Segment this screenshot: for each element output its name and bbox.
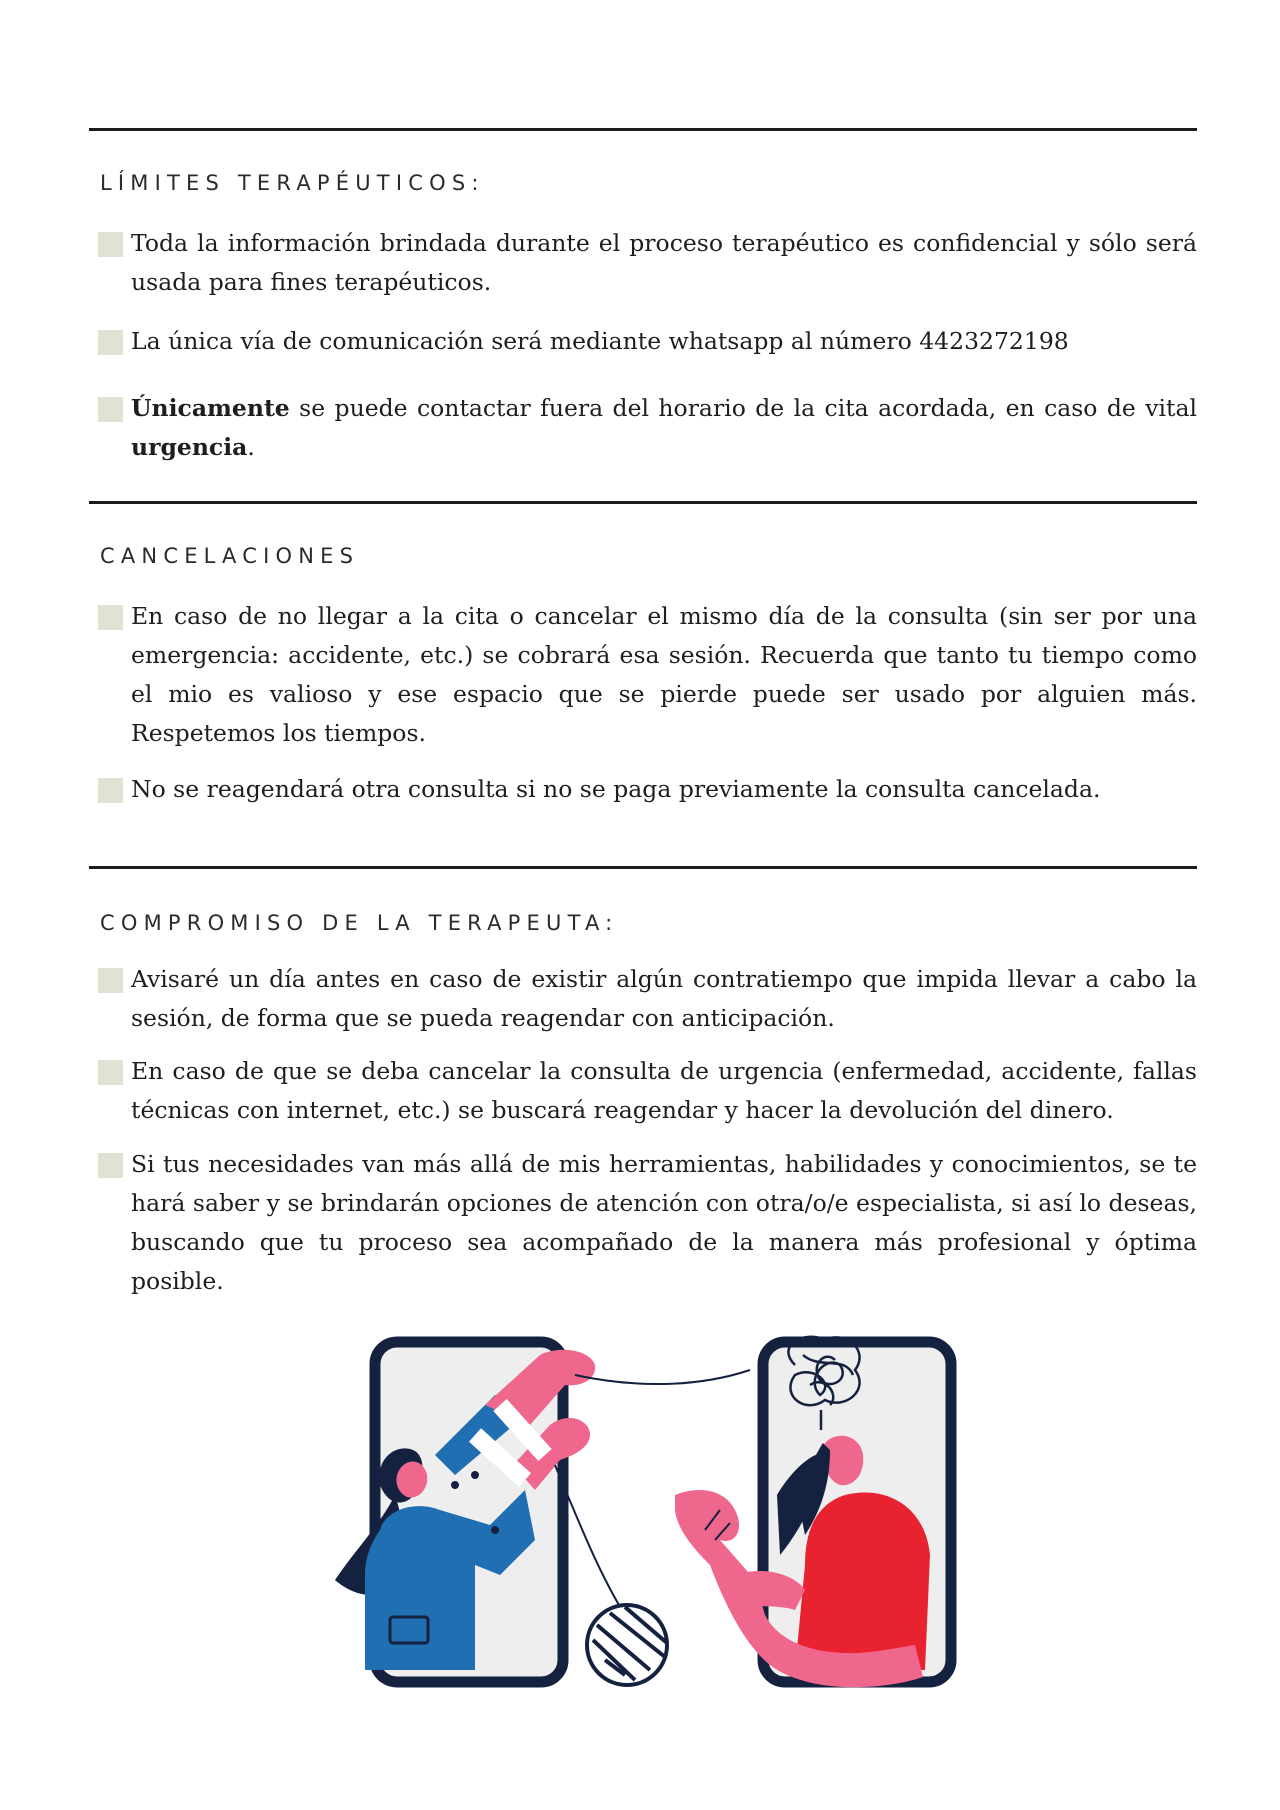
bullet-square-icon	[98, 397, 123, 422]
bullet-square-icon	[98, 330, 123, 355]
bullet-square-icon	[98, 1153, 123, 1178]
item-text	[131, 389, 1197, 467]
bullet-square-icon	[98, 968, 123, 993]
list-item	[98, 960, 1197, 1038]
item-text: Si tus necesidades van más allá de mis herramientas, habilidades y conocimientos, se te hará saber y se brindarán opciones de atención con otra/o/e especialista, si así lo deseas, buscando que tu proceso sea acompañado de la manera más profesional y óptima posible.	[131, 1150, 1197, 1295]
yarn-ball-icon	[587, 1605, 667, 1685]
list-item	[98, 1145, 1197, 1301]
bullet-square-icon	[98, 232, 123, 257]
list-item	[98, 224, 1197, 302]
list-item	[98, 322, 1197, 361]
section-divider	[89, 128, 1197, 131]
item-text: La única vía de comunicación será mediante whatsapp al número 4423272198	[131, 327, 1069, 355]
bullet-square-icon	[98, 605, 123, 630]
list-item	[98, 1052, 1197, 1130]
item-text: Toda la información brindada durante el proceso terapéutico es confidencial y sólo será usada para fines terapéuticos.	[131, 229, 1197, 296]
bullet-square-icon	[98, 1060, 123, 1085]
section-divider	[89, 866, 1197, 869]
section-heading-limites: LÍMITES TERAPÉUTICOS:	[100, 171, 485, 195]
therapy-video-call-illustration-icon	[325, 1325, 965, 1705]
item-text: En caso de que se deba cancelar la consulta de urgencia (enfermedad, accidente, fallas técnicas con internet, etc.) se buscará reagendar y hacer la devolución del dinero.	[131, 1057, 1197, 1124]
section-divider	[89, 501, 1197, 504]
item-text-bold: urgencia	[131, 433, 248, 461]
item-text: Avisaré un día antes en caso de existir algún contratiempo que impida llevar a cabo la sesión, de forma que se pueda reagendar con anticipación.	[131, 965, 1197, 1032]
list-item	[98, 597, 1197, 753]
section-heading-compromiso: COMPROMISO DE LA TERAPEUTA:	[100, 911, 619, 935]
section-heading-cancelaciones: CANCELACIONES	[100, 544, 360, 568]
item-text-span: se puede contactar fuera del horario de la cita acordada, en caso de vital	[289, 394, 1197, 422]
list-item	[98, 389, 1197, 467]
item-text: No se reagendará otra consulta si no se paga previamente la consulta cancelada.	[131, 775, 1101, 803]
list-item	[98, 770, 1197, 809]
item-text-span: .	[247, 433, 255, 461]
bullet-square-icon	[98, 778, 123, 803]
item-text: En caso de no llegar a la cita o cancelar el mismo día de la consulta (sin ser por una emergencia: accidente, etc.) se cobrará esa sesión. Recuerda que tanto tu tiempo como el mio es valioso y ese espacio que se pierde puede ser usado por alguien más. Respetemos los tiempos.	[131, 602, 1197, 747]
item-text-bold: Únicamente	[131, 394, 290, 422]
